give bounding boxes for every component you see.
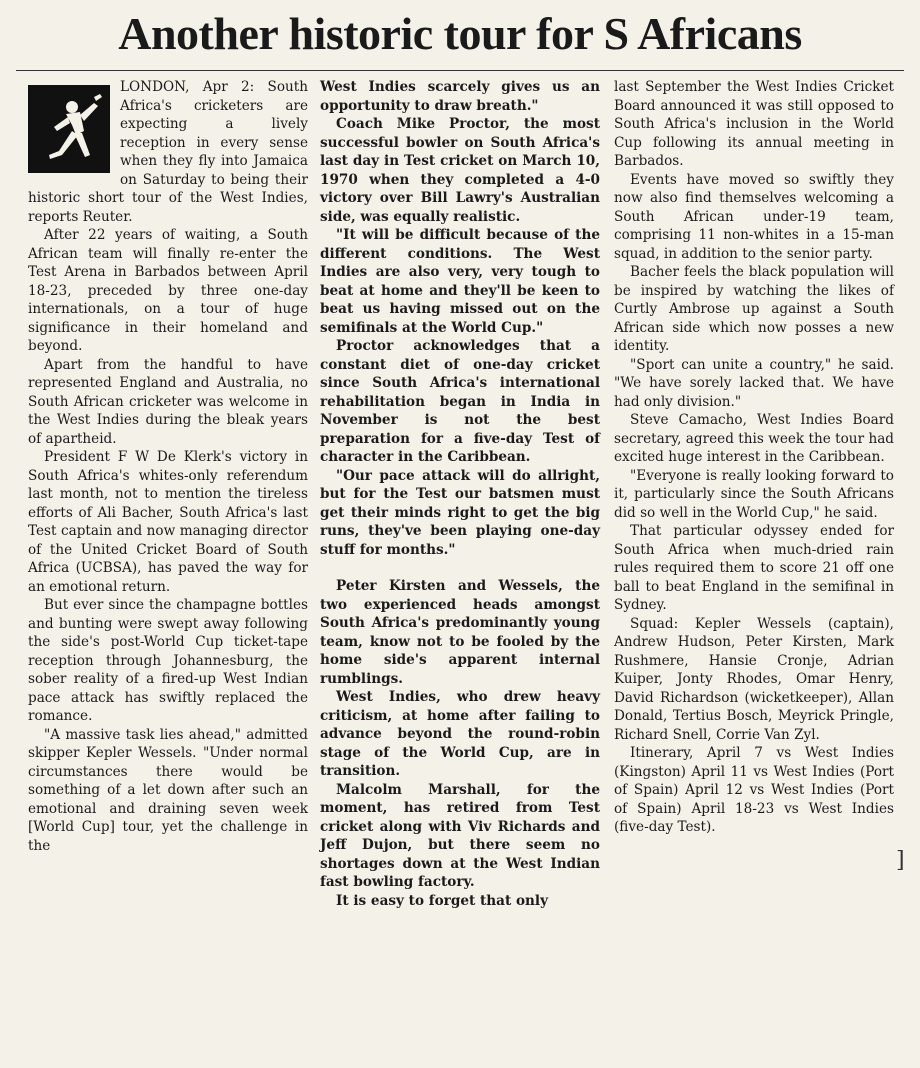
article-paragraph: "A massive task lies ahead," admitted skipper Kepler Wessels. "Under normal circumstances there would be something of a let down after such an emotional and draining seven week [World Cup] tour, yet the challenge in the: [28, 726, 308, 854]
article-paragraph: Malcolm Marshall, for the moment, has retired from Test cricket along with Viv Richards and Jeff Dujon, but there seem no shortages down at the West Indian fast bowling factory.: [320, 781, 600, 890]
article-column-3: [614, 78, 894, 837]
article-paragraph: "It will be difficult because of the different conditions. The West Indies are also very, very tough to beat at home and they'll be keen to beat us having missed out on the semifinals at the World Cup.": [320, 227, 600, 336]
article-paragraph: President F W De Klerk's victory in South Africa's whites-only referendum last month, not to mention the tireless efforts of Ali Bacher, South Africa's last Test captain and now managing director of the United Cricket Board of South Africa (UCBSA), has paved the way for an emotional return.: [28, 449, 308, 595]
article-paragraph: Events have moved so swiftly they now also find themselves welcoming a South African under-19 team, comprising 11 non-whites in a 15-man squad, in addition to the senior party.: [614, 171, 894, 262]
article-paragraph: last September the West Indies Cricket Board announced it was still opposed to South Africa's inclusion in the World Cup following its annual meeting in Barbados.: [614, 79, 894, 169]
article-paragraph: Bacher feels the black population will be inspired by watching the likes of Curtly Ambrose up against a South African side which now posses a new identity.: [614, 264, 894, 354]
article-paragraph: Peter Kirsten and Wessels, the two experienced heads amongst South Africa's predominantly young team, know not to be fooled by the home side's apparent internal rumblings.: [320, 578, 600, 687]
article-paragraph: Proctor acknowledges that a constant diet of one-day cricket since South Africa's international rehabilitation began in India in November is not the best preparation for a five-day Test of character in the Caribbean.: [320, 338, 600, 465]
article-paragraph: West Indies scarcely gives us an opportunity to draw breath.": [320, 79, 600, 114]
article-paragraph: Itinerary, April 7 vs West Indies (Kingston) April 11 vs West Indies (Port of Spain) April 12 vs West Indies (Port of Spain) April 18-23 vs West Indies (five-day Test).: [614, 745, 894, 835]
article-paragraph: "Our pace attack will do allright, but for the Test our batsmen must get their minds right to get the big runs, they've been playing one-day stuff for months.": [320, 467, 600, 558]
headline-rule: [16, 70, 904, 71]
article-paragraph: "Sport can unite a country," he said. "We have sorely lacked that. We have had only division.": [614, 356, 894, 410]
article-paragraph: LONDON, Apr 2: South Africa's cricketers are expecting a lively reception in every sense when they fly into Jamaica on Saturday to being their historic short tour of the West Indies, reports Reuter.: [28, 79, 308, 225]
article-paragraph: Squad: Kepler Wessels (captain), Andrew Hudson, Peter Kirsten, Mark Rushmere, Hansie Cronje, Adrian Kuiper, Jonty Rhodes, Omar Henry, David Richardson (wicketkeeper), Allan Donald, Tertius Bosch, Meyrick Pringle, Richard Snell, Corrie Van Zyl.: [614, 615, 894, 743]
article-paragraph: It is easy to forget that only: [336, 892, 548, 909]
article-paragraph: West Indies, who drew heavy criticism, at home after failing to advance beyond the round-robin stage of the World Cup, are in transition.: [320, 689, 600, 779]
article-paragraph: "Everyone is really looking forward to it, particularly since the South Africans did so well in the World Cup," he said.: [614, 467, 894, 521]
article-column-1: [28, 78, 308, 855]
article-paragraph: That particular odyssey ended for South Africa when much-dried rain rules required them to score 21 off one ball to beat England in the semifinal in Sydney.: [614, 523, 894, 613]
article-paragraph: Steve Camacho, West Indies Board secretary, agreed this week the tour had excited huge interest in the Caribbean.: [614, 412, 894, 465]
article-paragraph: Coach Mike Proctor, the most successful bowler on South Africa's last day in Test cricket on March 10, 1970 when they completed a 4-0 victory over Bill Lawry's Australian side, was equally realistic.: [320, 116, 600, 225]
headline: Another historic tour for S Africans: [118, 8, 802, 59]
article-paragraph: After 22 years of waiting, a South African team will finally re-enter the Test Arena in Barbados between April 18-23, preceded by three one-day internationals, on a tour of huge significance in their homeland and beyond.: [28, 227, 308, 354]
cricketer-silhouette-icon: [28, 85, 110, 173]
article-paragraph: Apart from the handful to have represented England and Australia, no South African cricketer was welcome in the West Indies during the bleak years of apartheid.: [28, 356, 308, 447]
margin-bracket: ]: [896, 848, 905, 873]
article-paragraph: But ever since the champagne bottles and bunting were swept away following the side's post-World Cup ticket-tape reception through Johannesburg, the sober reality of a fired-up West Indian pace attack has swiftly replaced the romance.: [28, 597, 308, 724]
article-column-2: [320, 78, 600, 910]
